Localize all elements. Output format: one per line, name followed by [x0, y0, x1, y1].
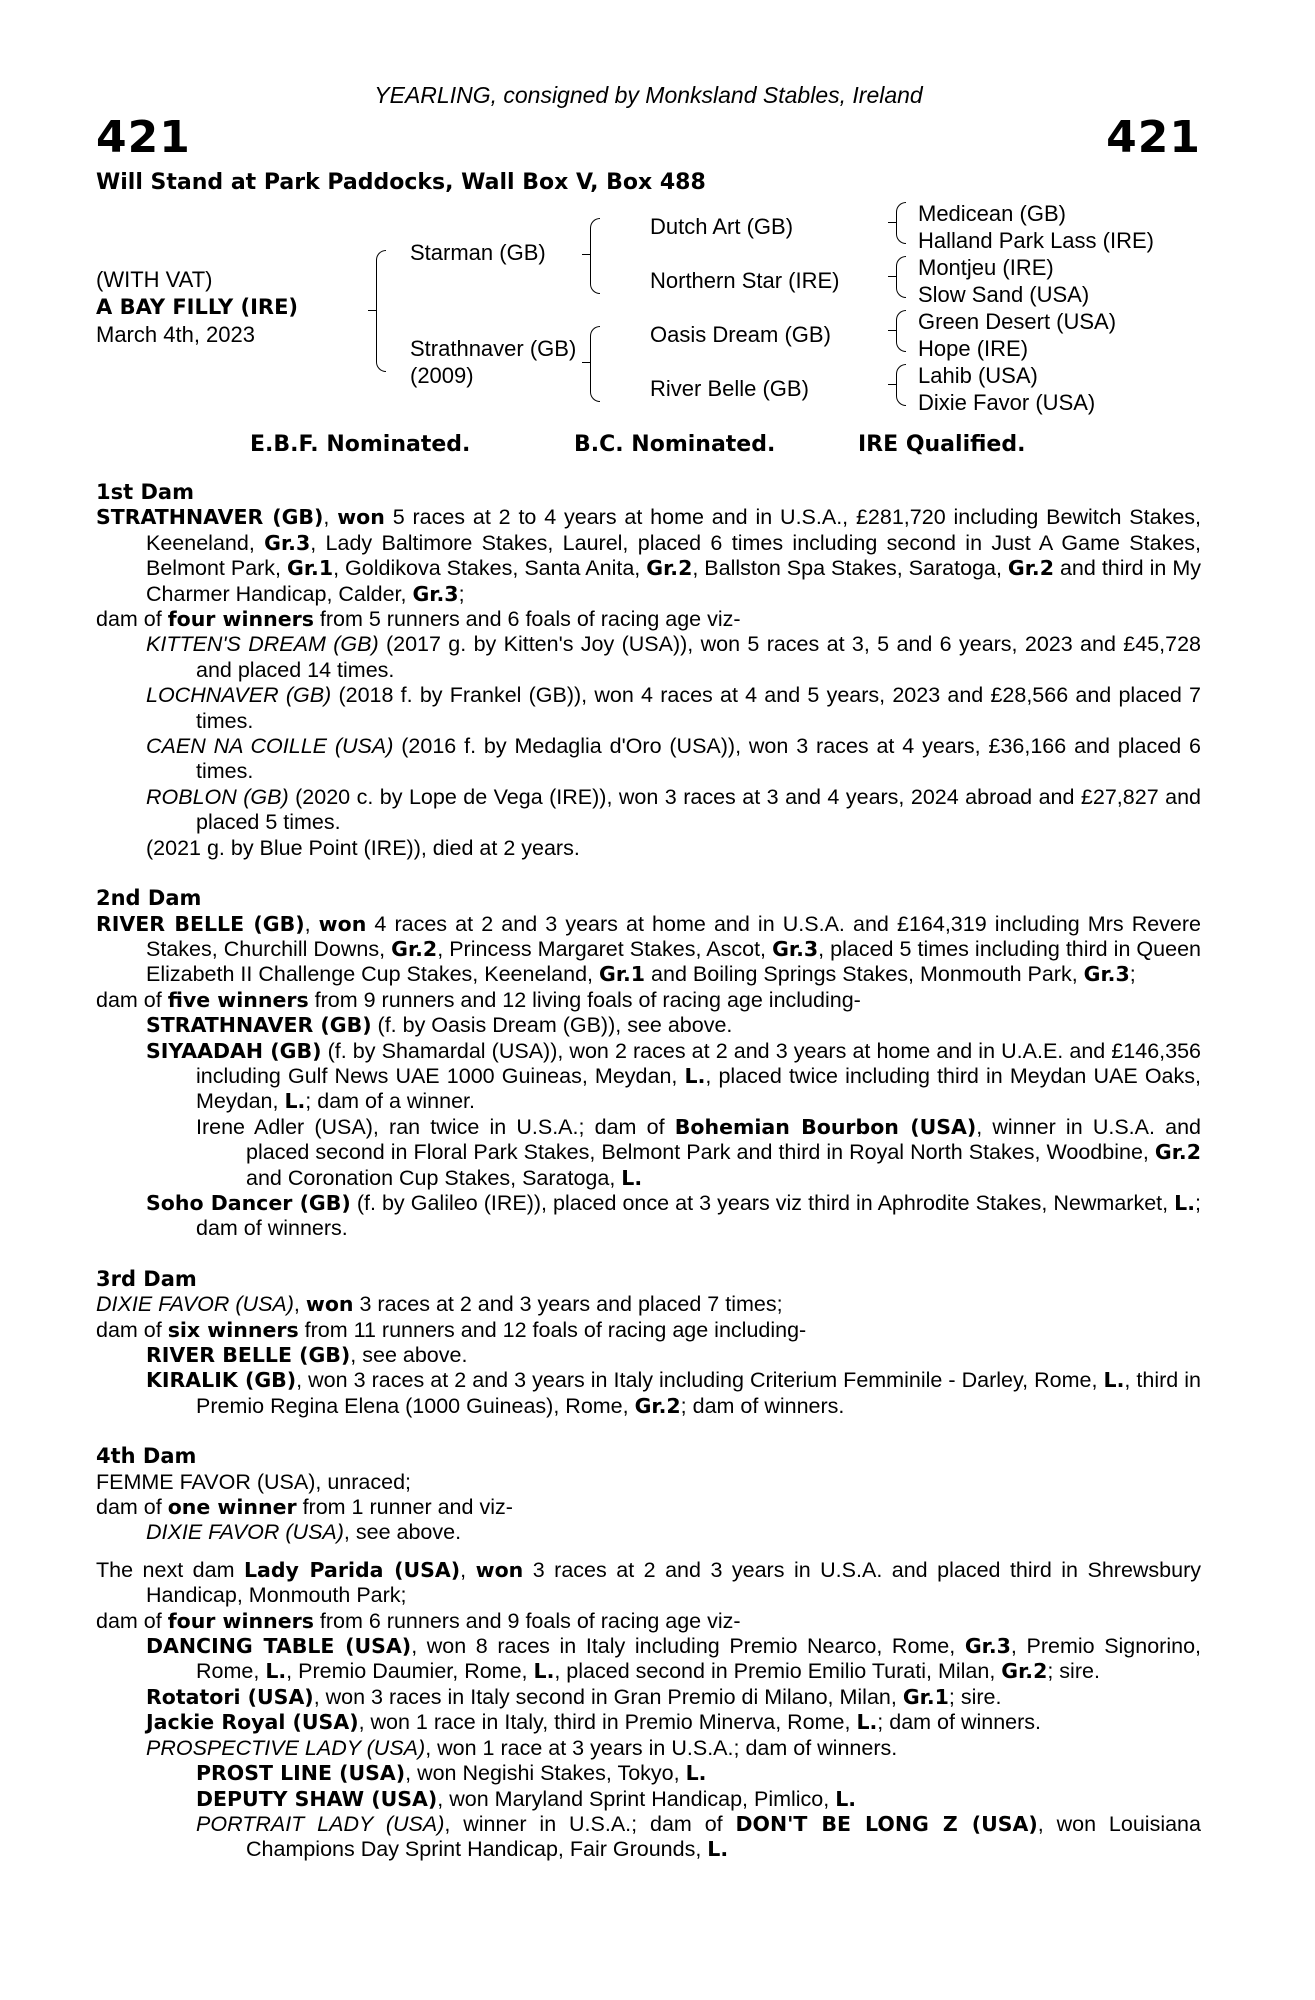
bc-nomination: B.C. Nominated.: [574, 432, 776, 457]
foaling-date: March 4th, 2023: [96, 322, 255, 347]
lot-number-left: 421: [96, 112, 191, 163]
brace-tick: [888, 330, 896, 331]
consignor-line: YEARLING, consigned by Monksland Stables, Ireland: [374, 82, 923, 108]
section-heading-2nd-dam: 2nd Dam: [96, 886, 202, 911]
dam3-foal: KIRALIK (GB), won 3 races at 2 and 3 years in Italy including Criterium Femminile - Darley, Rome, L., third in Premio Regina Elena (1000 Guineas), Rome, Gr.2; dam of winners.: [146, 1368, 1201, 1418]
dam3-foal: RIVER BELLE (GB), see above.: [146, 1343, 468, 1367]
dam2-record: RIVER BELLE (GB), won 4 races at 2 and 3 years at home and in U.S.A. and £164,319 including Mrs Revere Stakes, Churchill Downs, Gr.2, Princess Margaret Stakes, Ascot, Gr.3, placed 5 times including third in Queen Elizabeth II Challenge Cup Stakes, Keeneland, Gr.1 and Boiling Springs Stakes, Monmouth Park, Gr.3;: [96, 911, 1202, 987]
dam3-produce-summary: dam of six winners from 11 runners and 12 foals of racing age including-: [96, 1317, 807, 1342]
dam-sire: Oasis Dream (GB): [650, 322, 831, 347]
dam1-foal: CAEN NA COILLE (USA) (2016 f. by Medaglia d'Oro (USA)), won 3 races at 4 years, £36,166 and placed 6 times.: [146, 734, 1201, 784]
ire-qualified: IRE Qualified.: [858, 432, 1026, 457]
ancestor-4: Slow Sand (USA): [918, 282, 1090, 307]
dam4-record: FEMME FAVOR (USA), unraced;: [96, 1469, 412, 1494]
next-dam-foal: Rotatori (USA), won 3 races in Italy second in Gran Premio di Milano, Milan, Gr.1; sire.: [146, 1684, 1002, 1709]
dam-dam: River Belle (GB): [650, 376, 809, 401]
brace-dam-parents: [590, 326, 600, 402]
ancestor-2: Halland Park Lass (IRE): [918, 228, 1154, 253]
ancestor-3: Montjeu (IRE): [918, 255, 1054, 280]
brace-g3-4: [896, 364, 906, 406]
dam2-foal: SIYAADAH (GB) (f. by Shamardal (USA)), won 2 races at 2 and 3 years at home and in U.A.E. and £146,356 including Gulf News UAE 1000 Guineas, Meydan, L., placed twice including third in Meydan UAE Oaks, Meydan, L.; dam of a winner.: [146, 1038, 1201, 1114]
dam4-produce-summary: dam of one winner from 1 runner and viz-: [96, 1495, 513, 1520]
brace-tick: [368, 310, 376, 311]
dam1-foal: LOCHNAVER (GB) (2018 f. by Frankel (GB)), won 4 races at 4 and 5 years, 2023 and £28,566 and placed 7 times.: [146, 683, 1202, 733]
brace-tick: [582, 254, 590, 255]
next-dam-foal: Jackie Royal (USA), won 1 race in Italy, third in Premio Minerva, Rome, L.; dam of winners.: [146, 1710, 1042, 1735]
section-heading-1st-dam: 1st Dam: [96, 480, 194, 504]
dam1-record: STRATHNAVER (GB), won 5 races at 2 to 4 years at home and in U.S.A., £281,720 including Bewitch Stakes, Keeneland, Gr.3, Lady Baltimore Stakes, Laurel, placed 6 times including second in Just A Game Stakes, Belmont Park, Gr.1, Goldikova Stakes, Santa Anita, Gr.2, Ballston Spa Stakes, Saratoga, Gr.2 and third in My Charmer Handicap, Calder, Gr.3;: [96, 505, 1202, 606]
sire-sire: Dutch Art (GB): [650, 214, 794, 239]
dam-name: Strathnaver (GB): [410, 336, 577, 361]
brace-tick: [888, 222, 896, 223]
dam2-foal: Soho Dancer (GB) (f. by Galileo (IRE)), placed once at 3 years viz third in Aphrodite Stakes, Newmarket, L.; dam of winners.: [146, 1190, 1201, 1241]
dam-year: (2009): [410, 363, 474, 388]
dam2-foal: STRATHNAVER (GB) (f. by Oasis Dream (GB)), see above.: [146, 1013, 733, 1038]
dam1-produce-summary: dam of four winners from 5 runners and 6 foals of racing age viz-: [96, 607, 741, 632]
dam1-foal: (2021 g. by Blue Point (IRE)), died at 2 years.: [146, 835, 580, 860]
ancestor-1: Medicean (GB): [918, 201, 1066, 226]
section-heading-3rd-dam: 3rd Dam: [96, 1266, 197, 1291]
brace-g3-1: [896, 202, 906, 244]
stand-location: Will Stand at Park Paddocks, Wall Box V, Box 488: [96, 170, 706, 195]
sire-dam: Northern Star (IRE): [650, 268, 840, 293]
dam1-foal: ROBLON (GB) (2020 c. by Lope de Vega (IRE)), won 3 races at 3 and 4 years, 2024 abroad and £27,827 and placed 5 times.: [146, 784, 1201, 835]
ancestor-8: Dixie Favor (USA): [918, 390, 1096, 415]
brace-tick: [582, 362, 590, 363]
dam2-produce-summary: dam of five winners from 9 runners and 12 living foals of racing age including-: [96, 987, 861, 1012]
catalogue-page: [96, 0, 1201, 2000]
ancestor-6: Hope (IRE): [918, 336, 1029, 361]
brace-g3-3: [896, 310, 906, 352]
dam3-record: DIXIE FAVOR (USA), won 3 races at 2 and 3 years and placed 7 times;: [96, 1292, 783, 1317]
section-heading-4th-dam: 4th Dam: [96, 1444, 197, 1469]
dam2-grandfoal: Irene Adler (USA), ran twice in U.S.A.; dam of Bohemian Bourbon (USA), winner in U.S.A. and placed second in Floral Park Stakes, Belmont Park and third in Royal North Stakes, Woodbine, Gr.2 and Coronation Cup Stakes, Saratoga, L.: [196, 1114, 1202, 1190]
dam4-foal: DIXIE FAVOR (USA), see above.: [146, 1520, 462, 1545]
ancestor-5: Green Desert (USA): [918, 309, 1117, 334]
next-dam-foal: DANCING TABLE (USA), won 8 races in Italy including Premio Nearco, Rome, Gr.3, Premio Signorino, Rome, L., Premio Daumier, Rome, L., placed second in Premio Emilio Turati, Milan, Gr.2; sire.: [146, 1634, 1202, 1684]
vat-note: (WITH VAT): [96, 267, 213, 292]
brace-tick: [888, 276, 896, 277]
next-dam-grandfoal: PROST LINE (USA), won Negishi Stakes, Tokyo, L.: [196, 1761, 707, 1786]
lot-number-right: 421: [1106, 112, 1201, 163]
next-dam-grandfoal: DEPUTY SHAW (USA), won Maryland Sprint Handicap, Pimlico, L.: [196, 1786, 857, 1811]
brace-tick: [888, 384, 896, 385]
next-dam-record: The next dam Lady Parida (USA), won 3 races at 2 and 3 years in U.S.A. and placed third in Shrewsbury Handicap, Monmouth Park;: [96, 1557, 1201, 1608]
ebf-nomination: E.B.F. Nominated.: [250, 432, 471, 457]
next-dam-foal: PROSPECTIVE LADY (USA), won 1 race at 3 years in U.S.A.; dam of winners.: [146, 1735, 898, 1760]
horse-name: A BAY FILLY (IRE): [96, 295, 299, 319]
brace-generation-1: [376, 250, 386, 372]
ancestor-7: Lahib (USA): [918, 363, 1038, 388]
brace-sire-parents: [590, 218, 600, 294]
brace-g3-2: [896, 256, 906, 298]
next-dam-grandfoal: PORTRAIT LADY (USA), winner in U.S.A.; dam of DON'T BE LONG Z (USA), won Louisiana Champions Day Sprint Handicap, Fair Grounds, L.: [196, 1811, 1201, 1862]
sire-name: Starman (GB): [410, 240, 546, 265]
dam1-foal: KITTEN'S DREAM (GB) (2017 g. by Kitten's Joy (USA)), won 5 races at 3, 5 and 6 years, 2023 and £45,728 and placed 14 times.: [146, 632, 1201, 682]
produce-record: [96, 480, 1201, 1863]
next-dam-produce-summary: dam of four winners from 6 runners and 9 foals of racing age viz-: [96, 1608, 741, 1633]
